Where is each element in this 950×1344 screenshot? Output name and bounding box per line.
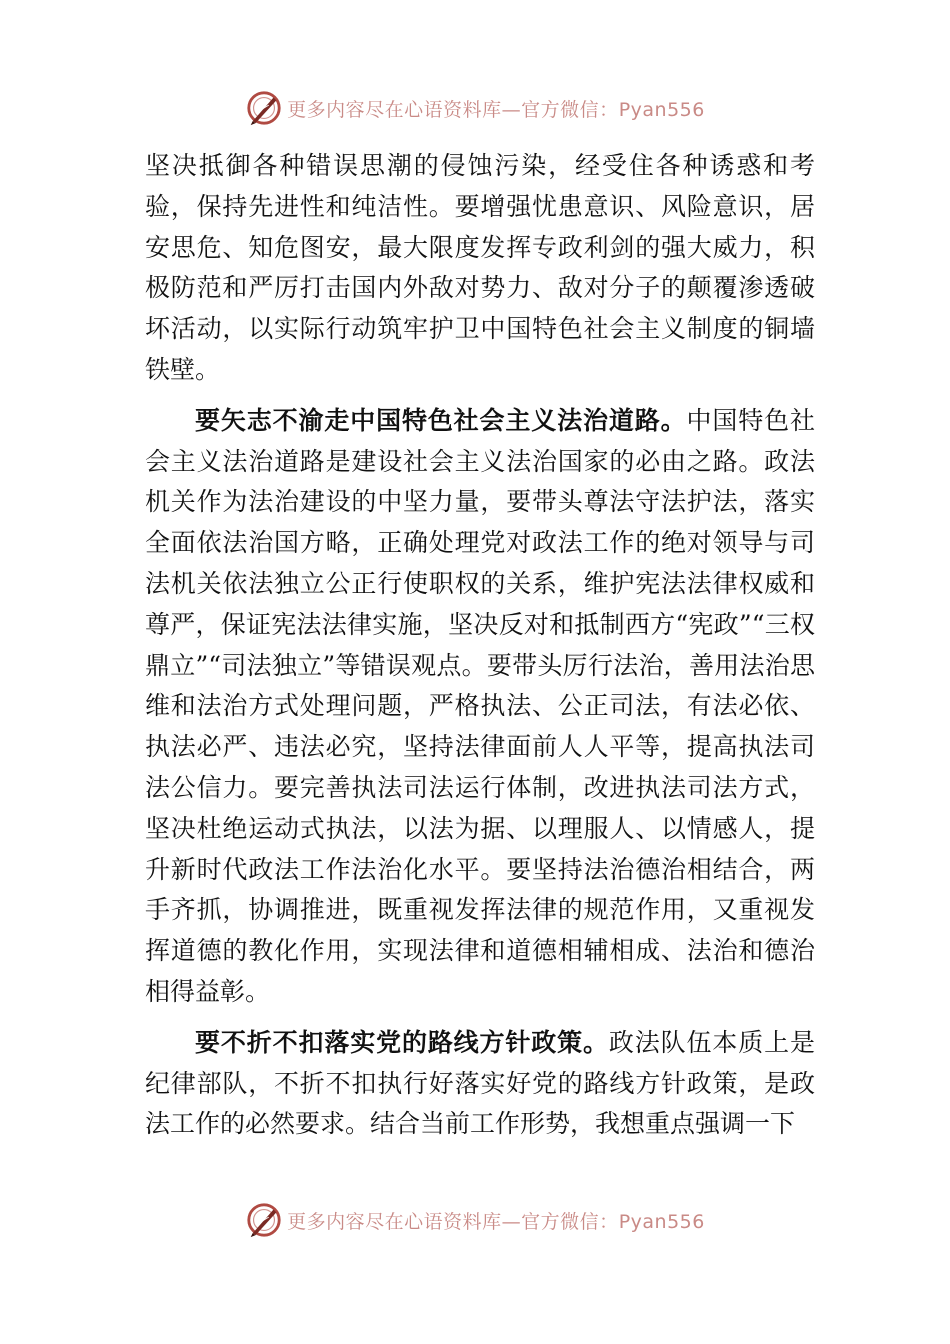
header-banner-text: [287, 95, 705, 122]
banner-wechat-label: 官方微信：: [521, 1210, 619, 1233]
banner-wechat-label: 官方微信：: [521, 98, 619, 121]
pen-logo-icon: [245, 1201, 283, 1239]
paragraph-3: [145, 1023, 815, 1145]
footer-banner: [0, 1198, 950, 1242]
paragraph-1: [145, 146, 815, 391]
footer-banner-text: [287, 1207, 705, 1234]
paragraph-3-heading: 要不折不扣落实党的路线方针政策。: [195, 1027, 609, 1057]
banner-dash: —: [501, 98, 522, 121]
banner-main-text: 更多内容尽在心语资料库: [287, 98, 502, 121]
paragraph-3-text: 政法队伍本质上是纪律部队，不折不扣执行好落实好党的路线方针政策，是政法工作的必然要求。结合当前工作形势，我想重点强调一下: [145, 1027, 815, 1139]
paragraph-1-text: 坚决抵御各种错误思潮的侵蚀污染，经受住各种诱惑和考验，保持先进性和纯洁性。要增强忧患意识、风险意识，居安思危、知危图安，最大限度发挥专政利剑的强大威力，积极防范和严厉打击国内外敌对势力、敌对分子的颠覆渗透破坏活动，以实际行动筑牢护卫中国特色社会主义制度的铜墙铁壁。: [145, 151, 815, 384]
paragraph-2-text: 中国特色社会主义法治道路是建设社会主义法治国家的必由之路。政法机关作为法治建设的中坚力量，要带头尊法守法护法，落实全面依法治国方略，正确处理党对政法工作的绝对领导与司法机关依法独立公正行使职权的关系，维护宪法法律权威和尊严，保证宪法法律实施，坚决反对和抵制西方“宪政”“三权鼎立”“司法独立”等错误观点。要带头厉行法治，善用法治思维和法治方式处理问题，严格执法、公正司法，有法必依、执法必严、违法必究，坚持法律面前人人平等，提高执法司法公信力。要完善执法司法运行体制，改进执法司法方式，坚决杜绝运动式执法，以法为据、以理服人、以情感人，提升新时代政法工作法治化水平。要坚持法治德治相结合，两手齐抓，协调推进，既重视发挥法律的规范作用，又重视发挥道德的教化作用，实现法律和道德相辅相成、法治和德治相得益彰。: [145, 405, 815, 1006]
banner-wechat-id: Pyan556: [618, 1210, 705, 1233]
banner-wechat-id: Pyan556: [618, 98, 705, 121]
pen-logo-icon: [245, 89, 283, 127]
document-body: [145, 146, 815, 1145]
banner-dash: —: [501, 1210, 522, 1233]
paragraph-2-heading: 要矢志不渝走中国特色社会主义法治道路。: [195, 405, 687, 435]
header-banner: [0, 86, 950, 130]
paragraph-2: [145, 401, 815, 1013]
banner-main-text: 更多内容尽在心语资料库: [287, 1210, 502, 1233]
